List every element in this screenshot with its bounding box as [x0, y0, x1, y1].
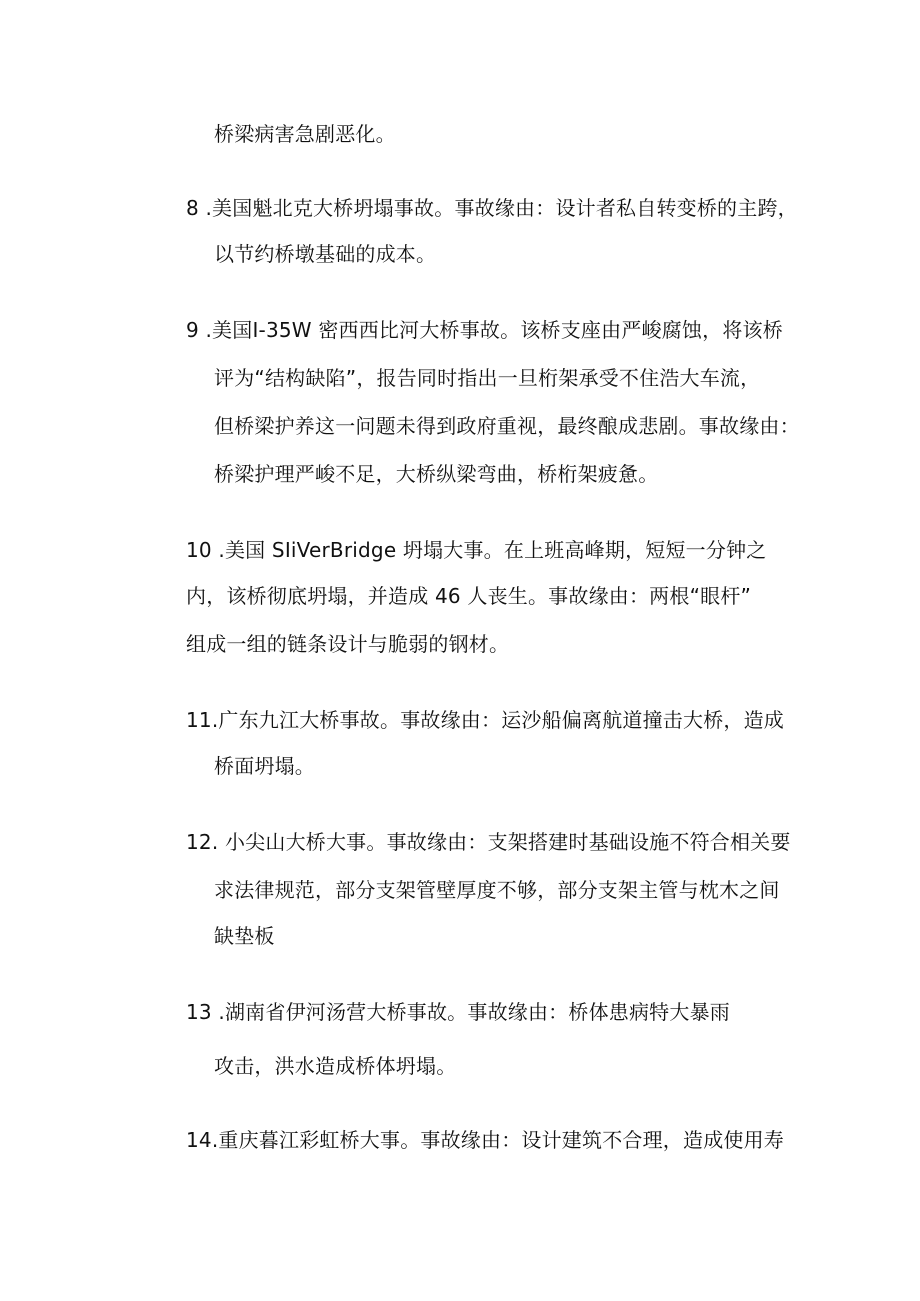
text-line: 10 .美国 SIiVerBridge 坍塌大事。在上班高峰期，短短一分钟之: [186, 538, 767, 562]
text-line: 13 .湖南省伊河汤营大桥事故。事故缘由：桥体患病特大暴雨: [186, 1000, 730, 1024]
text-line: 以节约桥墩基础的成本。: [214, 242, 437, 266]
text-line: 8 .美国魁北克大桥坍塌事故。事故缘由：设计者私自转变桥的主跨，: [186, 196, 798, 220]
text-line: 内，该桥彻底坍塌，并造成 46 人丧生。事故缘由：两根“眼杆”: [186, 584, 752, 608]
text-line: 桥面坍塌。: [214, 754, 315, 778]
text-line: 11.广东九江大桥事故。事故缘由：运沙船偏离航道撞击大桥，造成: [186, 708, 785, 732]
text-line: 缺垫板: [214, 924, 275, 948]
text-line: 12. 小尖山大桥大事。事故缘由：支架搭建时基础设施不符合相关要: [186, 830, 791, 854]
text-line: 攻击，洪水造成桥体坍塌。: [214, 1054, 457, 1078]
text-line: 评为“结构缺陷”，报告同时指出一旦桁架承受不住浩大车流，: [214, 366, 761, 390]
text-line: 求法律规范，部分支架管壁厚度不够，部分支架主管与枕木之间: [214, 878, 780, 902]
text-line: 桥梁护理严峻不足，大桥纵梁弯曲，桥桁架疲惫。: [214, 462, 659, 486]
text-line: 9 .美国I-35W 密西西比河大桥事故。该桥支座由严峻腐蚀，将该桥: [186, 318, 783, 342]
text-line: 但桥梁护养这一问题未得到政府重视，最终酿成悲剧。事故缘由：: [214, 414, 800, 438]
text-line: 14.重庆暮江彩虹桥大事。事故缘由：设计建筑不合理，造成使用寿: [186, 1128, 785, 1152]
text-line: 组成一组的链条设计与脆弱的钢材。: [186, 632, 510, 656]
text-line: 桥梁病害急剧恶化。: [214, 122, 396, 146]
